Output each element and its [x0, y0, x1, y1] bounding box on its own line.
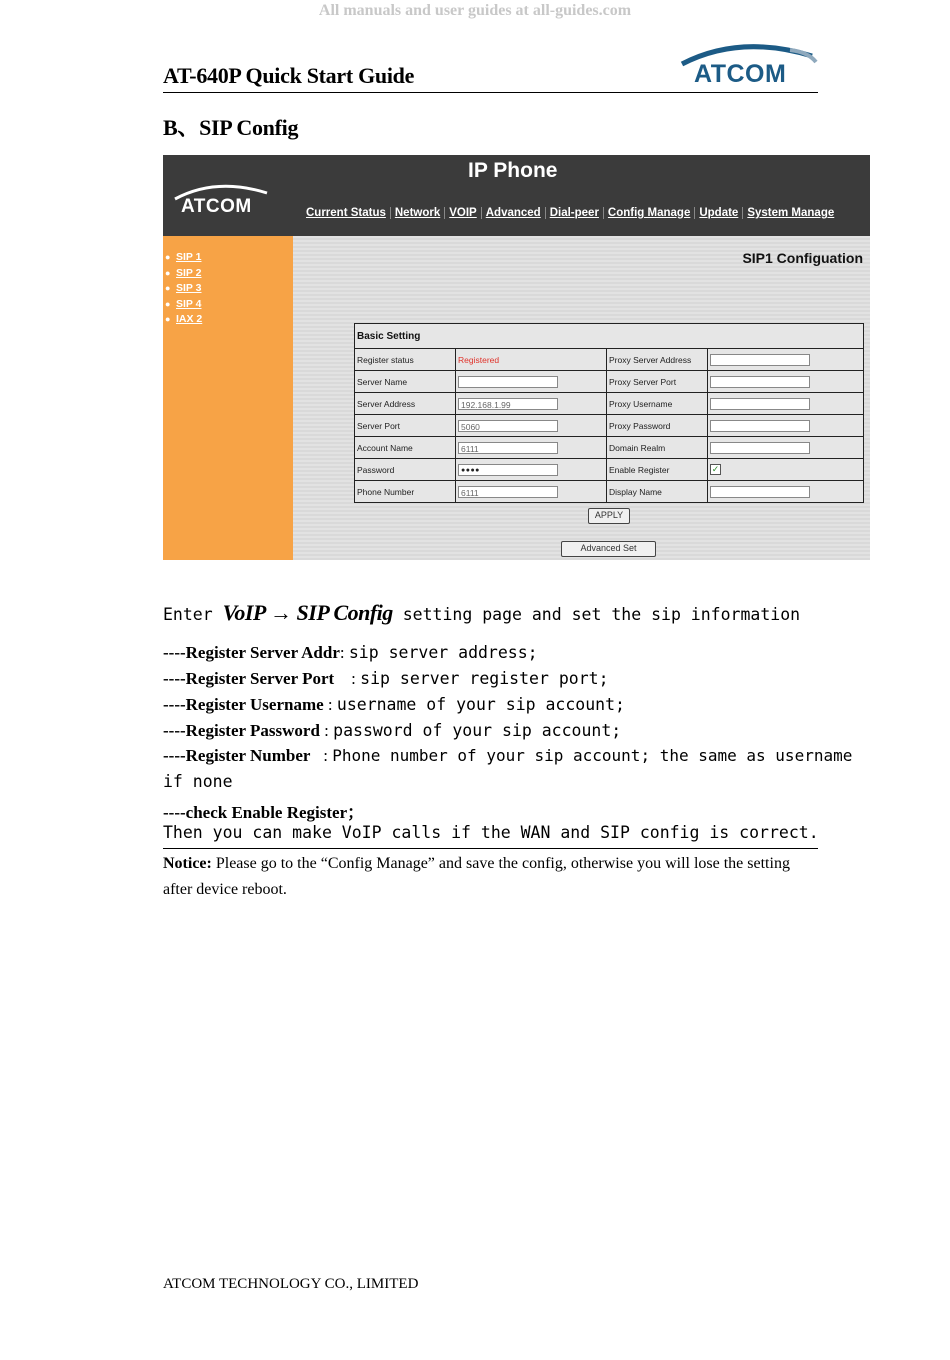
nav-system-manage[interactable]: System Manage	[747, 207, 835, 219]
item-text: username of your sip account;	[336, 695, 625, 714]
nav-update[interactable]: Update	[695, 207, 743, 219]
sidebar	[163, 236, 293, 560]
notice-text: Please go to the “Config Manage” and save the config, otherwise you will lose the setting after device reboot.	[163, 855, 790, 898]
item-label: ----Register Server Addr	[163, 643, 340, 662]
nav-config-manage[interactable]: Config Manage	[604, 207, 695, 219]
apply-button[interactable]: APPLY	[588, 508, 630, 524]
server-port-input[interactable]: 5060	[458, 420, 558, 432]
sidebar-item-sip2[interactable]: SIP 2	[176, 266, 202, 279]
item-text: sip server address;	[348, 643, 538, 662]
config-panel	[293, 236, 870, 560]
logo-text: ATCOM	[694, 60, 787, 88]
proxy-username-input[interactable]	[710, 398, 810, 410]
sidebar-item-iax2[interactable]: IAX 2	[176, 313, 203, 325]
shot-title: IP Phone	[468, 159, 558, 182]
nav-dial-peer[interactable]: Dial-peer	[546, 207, 604, 219]
label-server-port: Server Port	[355, 415, 456, 437]
nav-current-status[interactable]: Current Status	[302, 207, 391, 219]
item-server-addr	[163, 643, 538, 663]
label-server-name: Server Name	[355, 371, 456, 393]
nav-voip[interactable]: VOIP	[445, 207, 481, 219]
atcom-logo	[680, 40, 820, 90]
proxy-password-input[interactable]	[710, 420, 810, 432]
register-status-value: Registered	[458, 354, 500, 365]
notice-rule	[163, 848, 818, 849]
item-number	[163, 746, 852, 766]
item-text: password of your sip account;	[333, 721, 622, 740]
proxy-server-address-input[interactable]	[710, 354, 810, 366]
label-proxy-server-address: Proxy Server Address	[607, 349, 708, 371]
label-proxy-server-port: Proxy Server Port	[607, 371, 708, 393]
item-label: ----Register Number	[163, 746, 311, 765]
ip-phone-screenshot	[163, 155, 870, 560]
label-domain-realm: Domain Realm	[607, 437, 708, 459]
item-sep: :	[319, 721, 334, 740]
item-password	[163, 721, 621, 741]
nav-advanced[interactable]: Advanced	[482, 207, 546, 219]
bullet-icon: ●	[165, 283, 171, 293]
domain-realm-input[interactable]	[710, 442, 810, 454]
label-proxy-password: Proxy Password	[607, 415, 708, 437]
footer-company: ATCOM TECHNOLOGY CO., LIMITED	[163, 1276, 419, 1292]
account-name-input[interactable]: 6111	[458, 442, 558, 454]
item-text: sip server register port;	[360, 669, 609, 688]
document-title: AT-640P Quick Start Guide	[163, 63, 415, 88]
watermark: All manuals and user guides at all-guides.com	[318, 2, 632, 19]
voip-sip-config-path: VoIP → SIP Config	[222, 600, 393, 625]
advanced-set-button[interactable]: Advanced Set	[561, 541, 656, 557]
shot-header	[163, 155, 870, 236]
display-name-input[interactable]	[710, 486, 810, 498]
bullet-icon: ●	[165, 314, 171, 324]
label-register-status: Register status	[355, 349, 456, 371]
label-password: Password	[355, 459, 456, 481]
item-label: ----Register Server Port	[163, 669, 335, 688]
proxy-server-port-input[interactable]	[710, 376, 810, 388]
top-nav	[302, 207, 838, 219]
intro-enter: Enter	[163, 605, 223, 624]
label-account-name: Account Name	[355, 437, 456, 459]
sidebar-item-sip3[interactable]: SIP 3	[176, 282, 202, 294]
bullet-icon: ●	[165, 267, 171, 278]
bullet-icon: ●	[165, 298, 171, 309]
shot-logo-text: ATCOM	[181, 196, 252, 217]
label-enable-register: Enable Register	[607, 459, 708, 481]
nav-network[interactable]: Network	[391, 207, 445, 219]
enable-register-checkbox[interactable]: ✓	[711, 464, 720, 475]
item-sep: :	[339, 643, 349, 662]
item-text: Phone number of your sip account; the same as username	[332, 746, 853, 765]
item-username	[163, 695, 625, 715]
item-wrap: if none	[163, 772, 233, 791]
label-proxy-username: Proxy Username	[607, 393, 708, 415]
item-sep: :	[310, 746, 333, 765]
item-label: ----Register Password	[163, 721, 320, 740]
phone-number-input[interactable]: 6111	[458, 486, 558, 498]
sip-settings-table	[354, 323, 864, 503]
sidebar-item-sip1[interactable]: SIP 1	[176, 251, 202, 263]
item-sep: :	[334, 669, 361, 688]
then-line: Then you can make VoIP calls if the WAN and SIP config is correct.	[163, 823, 819, 842]
server-address-input[interactable]: 192.168.1.99	[458, 398, 558, 410]
server-name-input[interactable]	[458, 376, 558, 388]
notice	[163, 851, 823, 903]
item-sep: :	[323, 695, 337, 714]
intro-rest: setting page and set the sip information	[392, 605, 801, 624]
shot-atcom-logo	[171, 181, 271, 221]
item-server-port	[163, 669, 609, 689]
item-label: ----Register Username	[163, 695, 324, 714]
label-server-address: Server Address	[355, 393, 456, 415]
intro-line	[163, 600, 800, 626]
bullet-icon: ●	[165, 252, 171, 262]
basic-setting-heading: Basic Setting	[355, 324, 864, 349]
config-title: SIP1 Configuation	[742, 250, 863, 266]
notice-label: Notice:	[163, 855, 212, 872]
check-enable-register: ----check Enable Register；	[163, 803, 365, 822]
label-phone-number: Phone Number	[355, 481, 456, 503]
sidebar-item-sip4[interactable]: SIP 4	[176, 297, 202, 310]
label-display-name: Display Name	[607, 481, 708, 503]
header-rule	[163, 92, 818, 93]
section-title: B、SIP Config	[163, 115, 299, 140]
password-input[interactable]: ●●●●	[458, 464, 558, 476]
